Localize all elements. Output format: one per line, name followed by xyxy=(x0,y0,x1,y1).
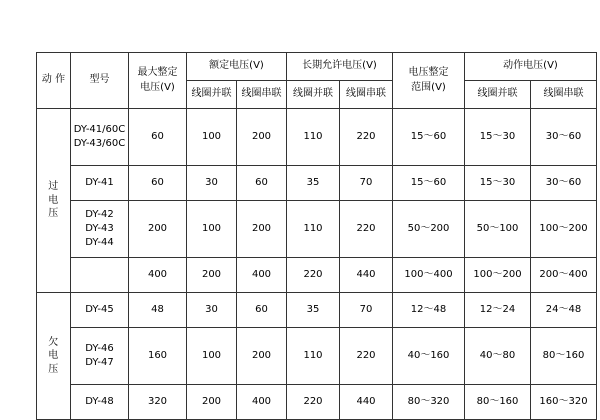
header-rated-voltage: 额定电压(V) xyxy=(187,53,287,81)
cell-long-series: 220 xyxy=(340,109,393,166)
model-name: DY-46 xyxy=(85,343,114,354)
header-long-series: 线圈串联 xyxy=(340,81,393,109)
cell-rated-series: 400 xyxy=(237,258,287,293)
model-name: DY-47 xyxy=(85,357,114,368)
cell-model xyxy=(71,166,129,201)
header-long-parallel: 线圈并联 xyxy=(287,81,340,109)
cell-oper-parallel: 40～80 xyxy=(465,328,531,385)
cell-oper-series: 24～48 xyxy=(531,293,597,328)
header-max-setting-line1: 最大整定 xyxy=(137,67,178,78)
model-name: DY-42 xyxy=(85,209,114,220)
cell-max-setting: 48 xyxy=(129,293,187,328)
cell-long-series: 440 xyxy=(340,258,393,293)
cell-setting-range: 15～60 xyxy=(393,109,465,166)
header-max-setting-voltage xyxy=(129,53,187,109)
header-model: 型号 xyxy=(71,53,129,109)
cell-oper-series: 160～320 xyxy=(531,385,597,420)
cell-action-group xyxy=(37,109,71,293)
table-row xyxy=(37,258,597,293)
header-oper-series: 线圈串联 xyxy=(531,81,597,109)
cell-model xyxy=(71,109,129,166)
header-oper-parallel: 线圈并联 xyxy=(465,81,531,109)
cell-model xyxy=(71,328,129,385)
table-header xyxy=(37,53,597,109)
cell-long-series: 440 xyxy=(340,385,393,420)
cell-rated-parallel: 30 xyxy=(187,166,237,201)
cell-long-parallel: 35 xyxy=(287,166,340,201)
cell-setting-range: 40～160 xyxy=(393,328,465,385)
cell-rated-parallel: 30 xyxy=(187,293,237,328)
model-name: DY-44 xyxy=(85,237,114,248)
cell-long-series: 70 xyxy=(340,293,393,328)
cell-rated-parallel: 100 xyxy=(187,201,237,258)
action-char: 压 xyxy=(48,208,59,220)
cell-long-series: 70 xyxy=(340,166,393,201)
header-setting-range-line2: 范围(V) xyxy=(411,81,446,93)
cell-action-group xyxy=(37,293,71,420)
table-row xyxy=(37,109,597,166)
action-char: 欠 xyxy=(48,336,59,348)
cell-long-parallel: 110 xyxy=(287,328,340,385)
cell-max-setting: 400 xyxy=(129,258,187,293)
cell-setting-range: 50～200 xyxy=(393,201,465,258)
cell-max-setting: 320 xyxy=(129,385,187,420)
action-char: 电 xyxy=(48,194,59,206)
table-body xyxy=(37,109,597,420)
cell-oper-series: 80～160 xyxy=(531,328,597,385)
cell-setting-range: 12～48 xyxy=(393,293,465,328)
cell-oper-parallel: 15～30 xyxy=(465,109,531,166)
model-name: DY-41 xyxy=(85,177,114,188)
cell-oper-parallel: 80～160 xyxy=(465,385,531,420)
model-name: DY-43/60C xyxy=(73,138,126,149)
cell-rated-series: 200 xyxy=(237,328,287,385)
cell-rated-parallel: 100 xyxy=(187,109,237,166)
table-row xyxy=(37,166,597,201)
cell-long-parallel: 220 xyxy=(287,385,340,420)
cell-model xyxy=(71,385,129,420)
cell-max-setting: 60 xyxy=(129,166,187,201)
cell-oper-series: 200～400 xyxy=(531,258,597,293)
cell-setting-range: 100～400 xyxy=(393,258,465,293)
header-row-1 xyxy=(37,53,597,81)
header-action: 动 作 xyxy=(37,53,71,109)
cell-oper-series: 30～60 xyxy=(531,166,597,201)
header-setting-range-line1: 电压整定 xyxy=(408,67,449,78)
cell-oper-series: 30～60 xyxy=(531,109,597,166)
action-char: 电 xyxy=(48,350,59,362)
cell-model xyxy=(71,293,129,328)
cell-rated-parallel: 100 xyxy=(187,328,237,385)
cell-rated-series: 400 xyxy=(237,385,287,420)
table-row xyxy=(37,385,597,420)
cell-rated-parallel: 200 xyxy=(187,385,237,420)
model-name: DY-41/60C xyxy=(73,124,126,135)
table-row xyxy=(37,201,597,258)
cell-oper-parallel: 12～24 xyxy=(465,293,531,328)
cell-max-setting: 160 xyxy=(129,328,187,385)
model-name: DY-45 xyxy=(85,304,114,315)
header-operate-voltage: 动作电压(V) xyxy=(465,53,597,81)
cell-rated-parallel: 200 xyxy=(187,258,237,293)
cell-rated-series: 60 xyxy=(237,166,287,201)
model-name: DY-48 xyxy=(85,396,114,407)
cell-model xyxy=(71,258,129,293)
cell-rated-series: 60 xyxy=(237,293,287,328)
cell-model xyxy=(71,201,129,258)
action-char: 压 xyxy=(48,363,59,375)
table-row xyxy=(37,293,597,328)
cell-long-parallel: 35 xyxy=(287,293,340,328)
cell-long-parallel: 110 xyxy=(287,109,340,166)
cell-max-setting: 60 xyxy=(129,109,187,166)
cell-long-series: 220 xyxy=(340,201,393,258)
relay-specification-table xyxy=(36,52,597,420)
cell-long-parallel: 110 xyxy=(287,201,340,258)
cell-long-parallel: 220 xyxy=(287,258,340,293)
cell-rated-series: 200 xyxy=(237,201,287,258)
cell-oper-parallel: 100～200 xyxy=(465,258,531,293)
header-long-term-voltage: 长期允许电压(V) xyxy=(287,53,393,81)
cell-oper-series: 100～200 xyxy=(531,201,597,258)
header-rated-series: 线圈串联 xyxy=(237,81,287,109)
cell-rated-series: 200 xyxy=(237,109,287,166)
cell-oper-parallel: 50～100 xyxy=(465,201,531,258)
header-rated-parallel: 线圈并联 xyxy=(187,81,237,109)
cell-long-series: 220 xyxy=(340,328,393,385)
model-name: DY-43 xyxy=(85,223,114,234)
header-max-setting-line2: 电压(V) xyxy=(140,81,175,93)
cell-setting-range: 15～60 xyxy=(393,166,465,201)
cell-setting-range: 80～320 xyxy=(393,385,465,420)
table-row xyxy=(37,328,597,385)
header-setting-range xyxy=(393,53,465,109)
cell-max-setting: 200 xyxy=(129,201,187,258)
action-char: 过 xyxy=(48,181,59,193)
cell-oper-parallel: 15～30 xyxy=(465,166,531,201)
